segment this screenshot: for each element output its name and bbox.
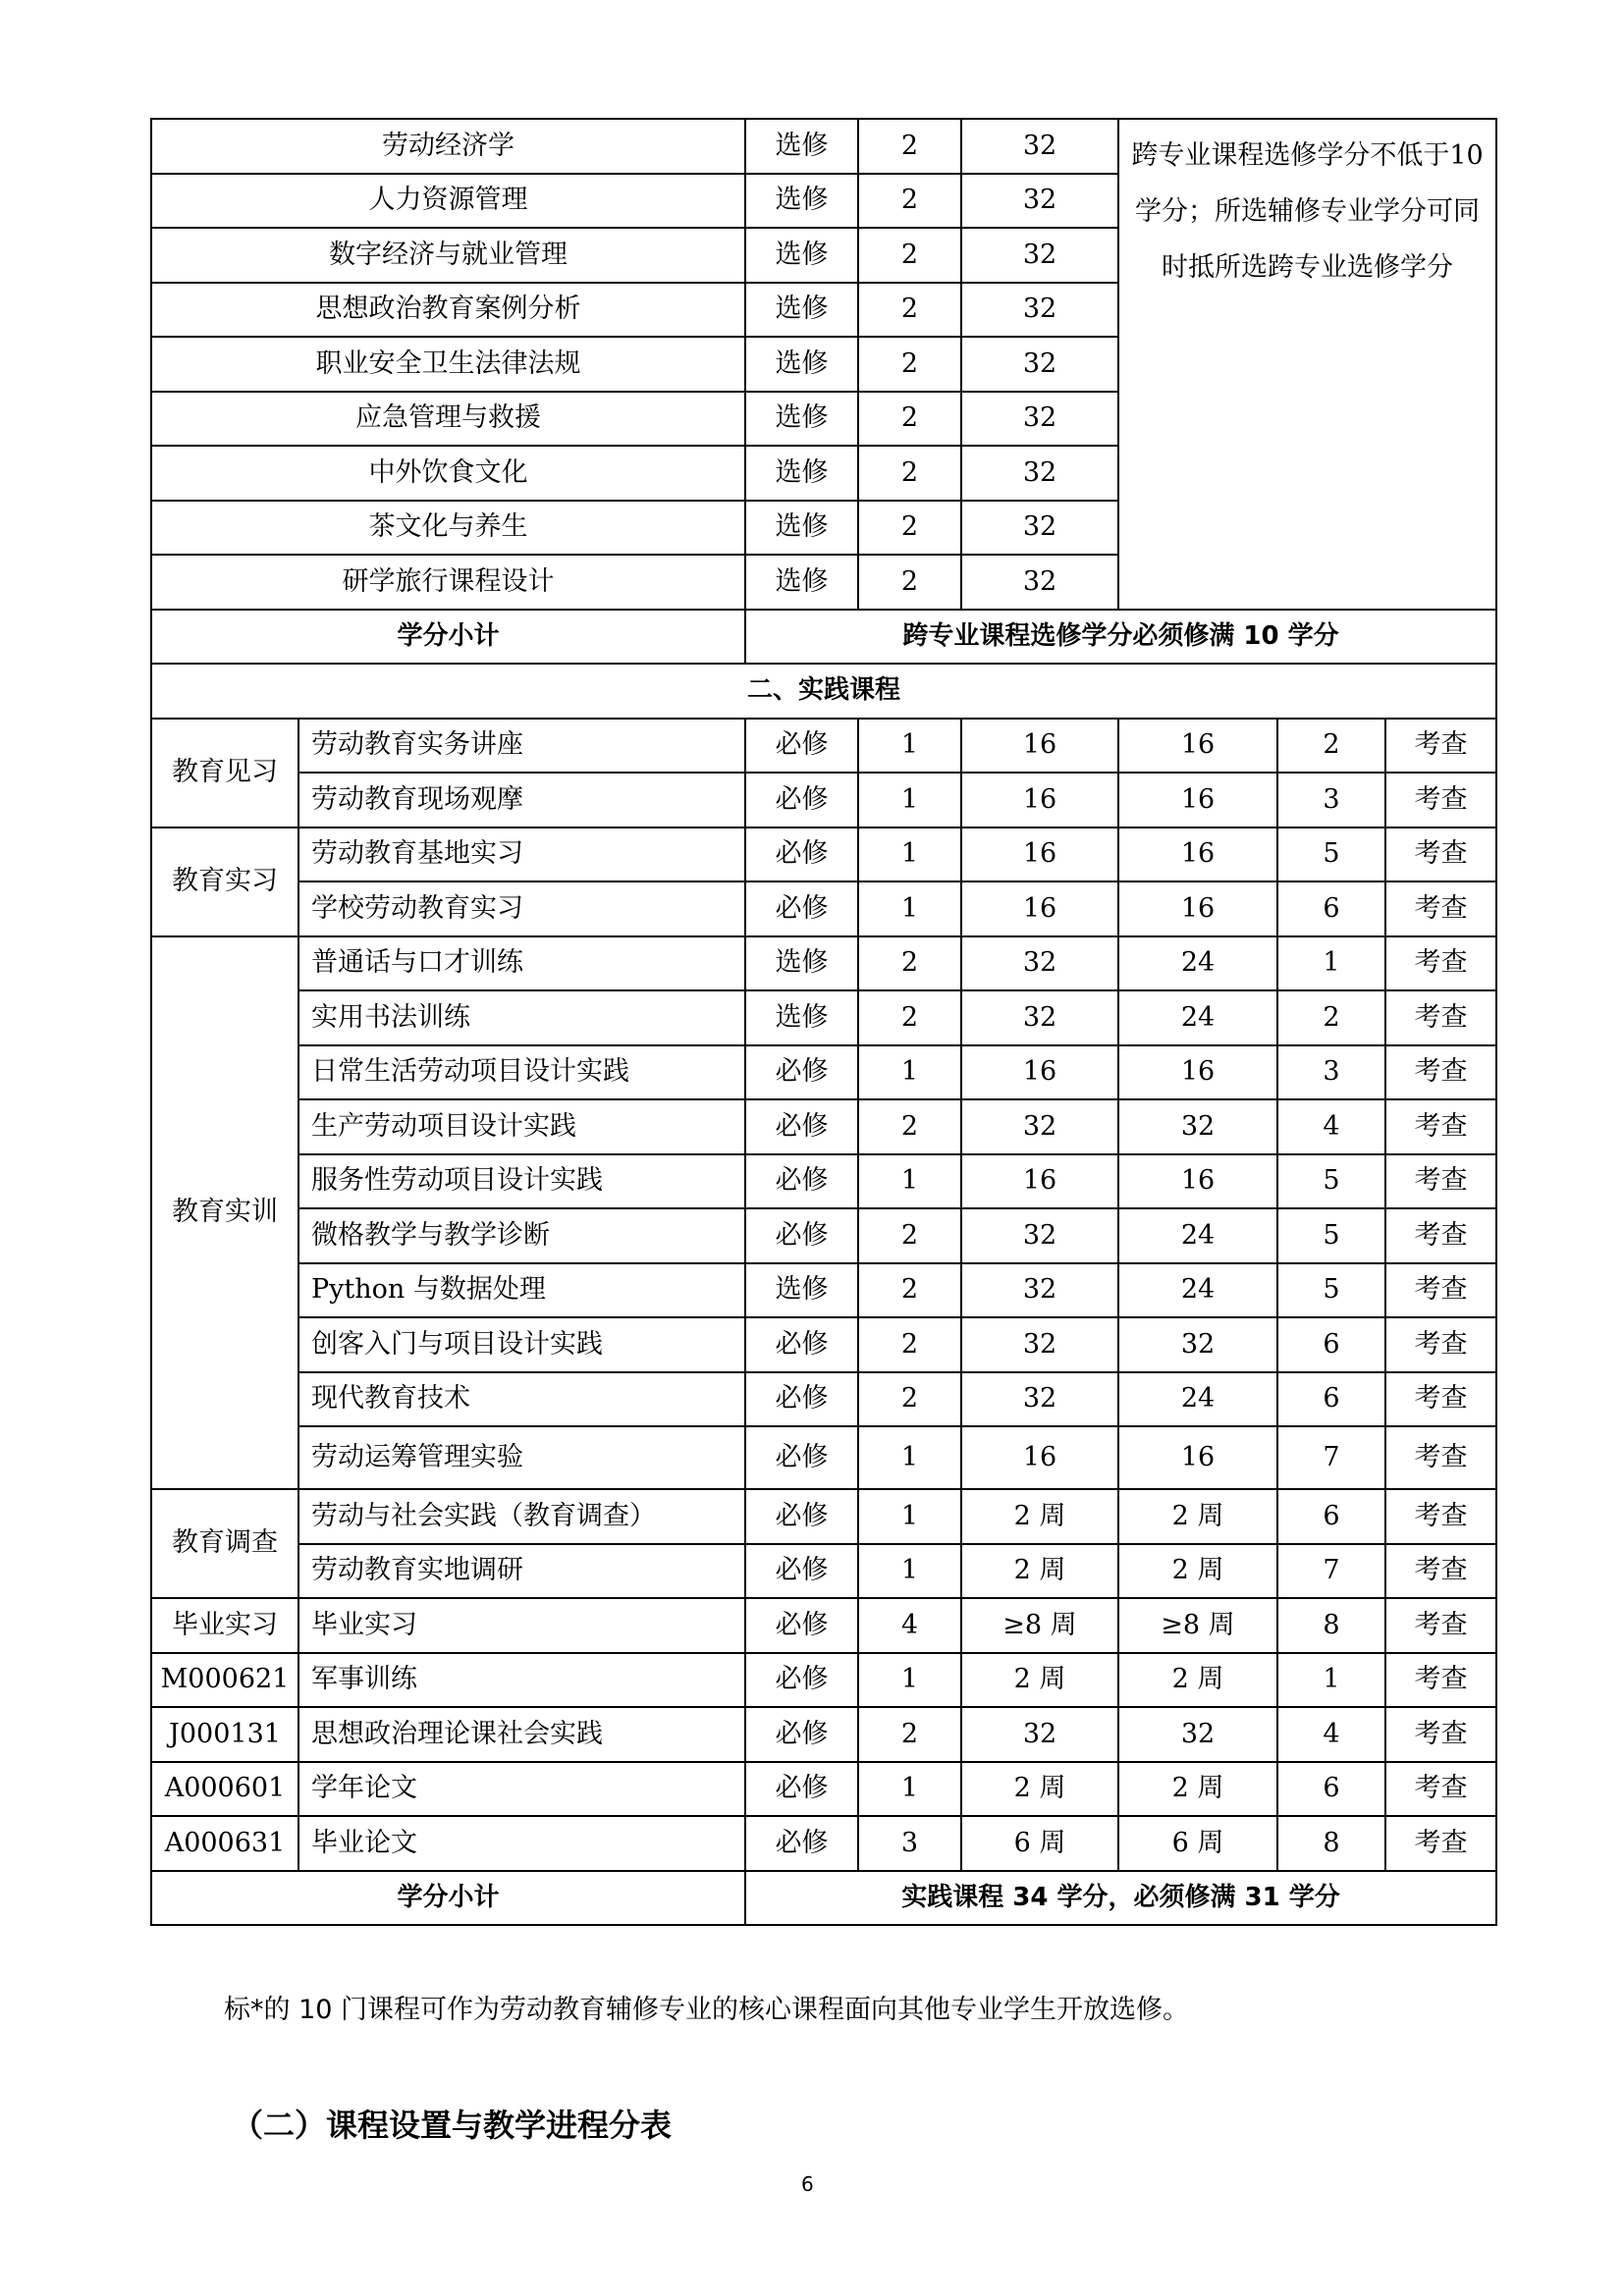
table-row: [151, 119, 1496, 174]
course-type-cell: 必修: [745, 1653, 858, 1708]
practice-hours-cell: 2 周: [1118, 1489, 1277, 1544]
course-name-cell: 劳动教育实地调研: [298, 1544, 745, 1599]
hours-cell: 32: [961, 1208, 1118, 1263]
course-type-cell: 必修: [745, 1489, 858, 1544]
practice-hours-cell: 16: [1118, 1426, 1277, 1489]
course-code-cell: A000631: [151, 1816, 298, 1871]
course-name-cell: 创客入门与项目设计实践: [298, 1317, 745, 1372]
course-type-cell: 必修: [745, 1099, 858, 1154]
category-cell: 教育调查: [151, 1489, 298, 1598]
course-type-cell: 选修: [745, 337, 858, 392]
hours-cell: 32: [961, 174, 1118, 229]
hours-cell: 16: [961, 828, 1118, 882]
credits-cell: 2: [858, 228, 961, 283]
assessment-cell: 考查: [1385, 1372, 1496, 1427]
course-type-cell: 必修: [745, 1598, 858, 1653]
course-name-cell: 现代教育技术: [298, 1372, 745, 1427]
assessment-cell: 考查: [1385, 1045, 1496, 1100]
semester-cell: 6: [1277, 1489, 1385, 1544]
hours-cell: 32: [961, 1263, 1118, 1318]
credits-cell: 2: [858, 446, 961, 501]
practice-hours-cell: 24: [1118, 990, 1277, 1045]
practice-subtotal-text: 实践课程 34 学分，必须修满 31 学分: [745, 1871, 1496, 1926]
credits-cell: 1: [858, 1489, 961, 1544]
semester-cell: 5: [1277, 1263, 1385, 1318]
course-code-cell: J000131: [151, 1707, 298, 1762]
course-type-cell: 必修: [745, 881, 858, 936]
semester-cell: 5: [1277, 1208, 1385, 1263]
hours-cell: ≥8 周: [961, 1598, 1118, 1653]
course-name-cell: 微格教学与教学诊断: [298, 1208, 745, 1263]
assessment-cell: 考查: [1385, 719, 1496, 774]
course-type-cell: 选修: [745, 501, 858, 556]
practice-hours-cell: 24: [1118, 1208, 1277, 1263]
table-row: [151, 1544, 1496, 1599]
course-type-cell: 必修: [745, 1154, 858, 1209]
course-type-cell: 选修: [745, 446, 858, 501]
course-name-cell: 劳动运筹管理实验: [298, 1426, 745, 1489]
practice-hours-cell: 24: [1118, 1372, 1277, 1427]
credits-cell: 1: [858, 719, 961, 774]
credits-cell: 2: [858, 283, 961, 338]
table-row: [151, 1208, 1496, 1263]
practice-hours-cell: 6 周: [1118, 1816, 1277, 1871]
footnote: 标*的 10 门课程可作为劳动教育辅修专业的核心课程面向其他专业学生开放选修。: [224, 1995, 1190, 2025]
hours-cell: 16: [961, 773, 1118, 828]
table-row: [151, 1154, 1496, 1209]
semester-cell: 8: [1277, 1816, 1385, 1871]
practice-hours-cell: ≥8 周: [1118, 1598, 1277, 1653]
assessment-cell: 考查: [1385, 1707, 1496, 1762]
credits-cell: 2: [858, 337, 961, 392]
credits-cell: 1: [858, 773, 961, 828]
credits-cell: 2: [858, 1317, 961, 1372]
course-name-cell: 研学旅行课程设计: [151, 555, 745, 610]
semester-cell: 6: [1277, 881, 1385, 936]
course-type-cell: 必修: [745, 773, 858, 828]
assessment-cell: 考查: [1385, 1816, 1496, 1871]
assessment-cell: 考查: [1385, 1426, 1496, 1489]
table-row: [151, 1489, 1496, 1544]
table-body: [151, 119, 1496, 1925]
hours-cell: 6 周: [961, 1816, 1118, 1871]
course-code-cell: 毕业实习: [151, 1598, 298, 1653]
subtotal-row: [151, 610, 1496, 665]
practice-hours-cell: 32: [1118, 1707, 1277, 1762]
hours-cell: 32: [961, 501, 1118, 556]
table-row: [151, 990, 1496, 1045]
course-name-cell: 生产劳动项目设计实践: [298, 1099, 745, 1154]
practice-hours-cell: 24: [1118, 936, 1277, 991]
credits-cell: 2: [858, 990, 961, 1045]
practice-hours-cell: 16: [1118, 881, 1277, 936]
practice-hours-cell: 16: [1118, 719, 1277, 774]
hours-cell: 32: [961, 1372, 1118, 1427]
assessment-cell: 考查: [1385, 1263, 1496, 1318]
table-row: [151, 1598, 1496, 1653]
credits-cell: 2: [858, 174, 961, 229]
course-type-cell: 选修: [745, 555, 858, 610]
course-type-cell: 必修: [745, 1372, 858, 1427]
semester-cell: 5: [1277, 1154, 1385, 1209]
credits-cell: 1: [858, 1045, 961, 1100]
course-type-cell: 选修: [745, 119, 858, 174]
practice-hours-cell: 16: [1118, 1045, 1277, 1100]
course-name-cell: 学校劳动教育实习: [298, 881, 745, 936]
subtotal-row: [151, 1871, 1496, 1926]
table-row: [151, 719, 1496, 774]
course-code-cell: M000621: [151, 1653, 298, 1708]
table-row: [151, 1045, 1496, 1100]
course-type-cell: 选修: [745, 392, 858, 447]
table-row: [151, 881, 1496, 936]
course-name-cell: 劳动教育现场观摩: [298, 773, 745, 828]
course-type-cell: 必修: [745, 719, 858, 774]
course-name-cell: 劳动经济学: [151, 119, 745, 174]
practice-hours-cell: 32: [1118, 1317, 1277, 1372]
course-name-cell: 日常生活劳动项目设计实践: [298, 1045, 745, 1100]
course-type-cell: 选修: [745, 936, 858, 991]
assessment-cell: 考查: [1385, 990, 1496, 1045]
hours-cell: 32: [961, 119, 1118, 174]
credits-cell: 1: [858, 1762, 961, 1817]
credits-cell: 1: [858, 1426, 961, 1489]
semester-cell: 6: [1277, 1762, 1385, 1817]
assessment-cell: 考查: [1385, 1317, 1496, 1372]
course-type-cell: 必修: [745, 1762, 858, 1817]
practice-hours-cell: 2 周: [1118, 1653, 1277, 1708]
assessment-cell: 考查: [1385, 1154, 1496, 1209]
course-type-cell: 必修: [745, 828, 858, 882]
table-row: [151, 1372, 1496, 1427]
hours-cell: 16: [961, 1426, 1118, 1489]
credits-cell: 1: [858, 1653, 961, 1708]
credits-cell: 2: [858, 555, 961, 610]
hours-cell: 32: [961, 283, 1118, 338]
hours-cell: 32: [961, 1707, 1118, 1762]
subtotal-label: 学分小计: [151, 1871, 745, 1926]
semester-cell: 2: [1277, 719, 1385, 774]
hours-cell: 16: [961, 719, 1118, 774]
credits-cell: 2: [858, 1208, 961, 1263]
practice-hours-cell: 16: [1118, 773, 1277, 828]
course-name-cell: 劳动与社会实践（教育调查）: [298, 1489, 745, 1544]
credits-cell: 2: [858, 1099, 961, 1154]
course-name-cell: 思想政治理论课社会实践: [298, 1707, 745, 1762]
credits-cell: 2: [858, 119, 961, 174]
course-name-cell: 职业安全卫生法律法规: [151, 337, 745, 392]
course-name-cell: 应急管理与救援: [151, 392, 745, 447]
course-name-cell: 普通话与口才训练: [298, 936, 745, 991]
assessment-cell: 考查: [1385, 1489, 1496, 1544]
semester-cell: 2: [1277, 990, 1385, 1045]
course-type-cell: 选修: [745, 228, 858, 283]
semester-cell: 3: [1277, 773, 1385, 828]
credits-cell: 4: [858, 1598, 961, 1653]
elective-subtotal-text: 跨专业课程选修学分必须修满 10 学分: [745, 610, 1496, 665]
credits-cell: 1: [858, 1544, 961, 1599]
semester-cell: 4: [1277, 1707, 1385, 1762]
practice-hours-cell: 32: [1118, 1099, 1277, 1154]
table-row: [151, 1263, 1496, 1318]
course-name-cell: 人力资源管理: [151, 174, 745, 229]
hours-cell: 2 周: [961, 1653, 1118, 1708]
hours-cell: 32: [961, 337, 1118, 392]
credits-cell: 2: [858, 936, 961, 991]
credits-cell: 3: [858, 1816, 961, 1871]
hours-cell: 16: [961, 881, 1118, 936]
hours-cell: 32: [961, 555, 1118, 610]
hours-cell: 2 周: [961, 1762, 1118, 1817]
table-row: [151, 773, 1496, 828]
semester-cell: 8: [1277, 1598, 1385, 1653]
course-name-cell: Python 与数据处理: [298, 1263, 745, 1318]
credits-cell: 2: [858, 501, 961, 556]
hours-cell: 16: [961, 1154, 1118, 1209]
page-number: 6: [801, 2172, 814, 2196]
semester-cell: 5: [1277, 828, 1385, 882]
hours-cell: 32: [961, 446, 1118, 501]
table-row: [151, 936, 1496, 991]
semester-cell: 1: [1277, 936, 1385, 991]
course-code-cell: A000601: [151, 1762, 298, 1817]
table-row: [151, 1707, 1496, 1762]
semester-cell: 6: [1277, 1317, 1385, 1372]
hours-cell: 2 周: [961, 1544, 1118, 1599]
course-name-cell: 劳动教育实务讲座: [298, 719, 745, 774]
table-row: [151, 1317, 1496, 1372]
credits-cell: 1: [858, 1154, 961, 1209]
table-row: [151, 1816, 1496, 1871]
category-cell: 教育实训: [151, 936, 298, 1490]
semester-cell: 3: [1277, 1045, 1385, 1100]
course-type-cell: 必修: [745, 1317, 858, 1372]
course-type-cell: 必修: [745, 1544, 858, 1599]
category-cell: 教育见习: [151, 719, 298, 828]
credits-cell: 2: [858, 1372, 961, 1427]
course-type-cell: 必修: [745, 1426, 858, 1489]
assessment-cell: 考查: [1385, 1208, 1496, 1263]
course-name-cell: 毕业论文: [298, 1816, 745, 1871]
assessment-cell: 考查: [1385, 881, 1496, 936]
credits-cell: 1: [858, 828, 961, 882]
course-name-cell: 服务性劳动项目设计实践: [298, 1154, 745, 1209]
course-type-cell: 必修: [745, 1208, 858, 1263]
table-row: [151, 1653, 1496, 1708]
credits-cell: 2: [858, 392, 961, 447]
credits-cell: 2: [858, 1707, 961, 1762]
practice-hours-cell: 24: [1118, 1263, 1277, 1318]
hours-cell: 2 周: [961, 1489, 1118, 1544]
semester-cell: 6: [1277, 1372, 1385, 1427]
section-title-row: [151, 664, 1496, 719]
practice-hours-cell: 16: [1118, 1154, 1277, 1209]
category-cell: 教育实习: [151, 828, 298, 936]
course-name-cell: 学年论文: [298, 1762, 745, 1817]
hours-cell: 32: [961, 228, 1118, 283]
course-type-cell: 必修: [745, 1045, 858, 1100]
assessment-cell: 考查: [1385, 828, 1496, 882]
course-type-cell: 选修: [745, 990, 858, 1045]
elective-note-cell: 跨专业课程选修学分不低于10学分；所选辅修专业学分可同时抵所选跨专业选修学分: [1118, 119, 1496, 610]
course-name-cell: 思想政治教育案例分析: [151, 283, 745, 338]
semester-cell: 7: [1277, 1544, 1385, 1599]
table-row: [151, 1426, 1496, 1489]
semester-cell: 1: [1277, 1653, 1385, 1708]
practice-hours-cell: 16: [1118, 828, 1277, 882]
section-heading: （二）课程设置与教学进程分表: [232, 2107, 673, 2144]
course-name-cell: 实用书法训练: [298, 990, 745, 1045]
hours-cell: 32: [961, 990, 1118, 1045]
course-name-cell: 中外饮食文化: [151, 446, 745, 501]
table-row: [151, 828, 1496, 882]
course-type-cell: 选修: [745, 174, 858, 229]
course-type-cell: 选修: [745, 283, 858, 338]
practice-hours-cell: 2 周: [1118, 1544, 1277, 1599]
assessment-cell: 考查: [1385, 1544, 1496, 1599]
hours-cell: 32: [961, 936, 1118, 991]
assessment-cell: 考查: [1385, 1598, 1496, 1653]
course-table: [150, 118, 1497, 1926]
course-type-cell: 必修: [745, 1816, 858, 1871]
course-name-cell: 毕业实习: [298, 1598, 745, 1653]
course-type-cell: 必修: [745, 1707, 858, 1762]
practice-hours-cell: 2 周: [1118, 1762, 1277, 1817]
assessment-cell: 考查: [1385, 1099, 1496, 1154]
assessment-cell: 考查: [1385, 936, 1496, 991]
hours-cell: 16: [961, 1045, 1118, 1100]
assessment-cell: 考查: [1385, 1653, 1496, 1708]
course-name-cell: 劳动教育基地实习: [298, 828, 745, 882]
assessment-cell: 考查: [1385, 773, 1496, 828]
assessment-cell: 考查: [1385, 1762, 1496, 1817]
practice-section-title: 二、实践课程: [151, 664, 1496, 719]
semester-cell: 4: [1277, 1099, 1385, 1154]
credits-cell: 2: [858, 1263, 961, 1318]
course-type-cell: 选修: [745, 1263, 858, 1318]
semester-cell: 7: [1277, 1426, 1385, 1489]
course-name-cell: 军事训练: [298, 1653, 745, 1708]
hours-cell: 32: [961, 392, 1118, 447]
hours-cell: 32: [961, 1317, 1118, 1372]
table-row: [151, 1099, 1496, 1154]
course-name-cell: 茶文化与养生: [151, 501, 745, 556]
hours-cell: 32: [961, 1099, 1118, 1154]
credits-cell: 1: [858, 881, 961, 936]
subtotal-label: 学分小计: [151, 610, 745, 665]
table-row: [151, 1762, 1496, 1817]
course-name-cell: 数字经济与就业管理: [151, 228, 745, 283]
